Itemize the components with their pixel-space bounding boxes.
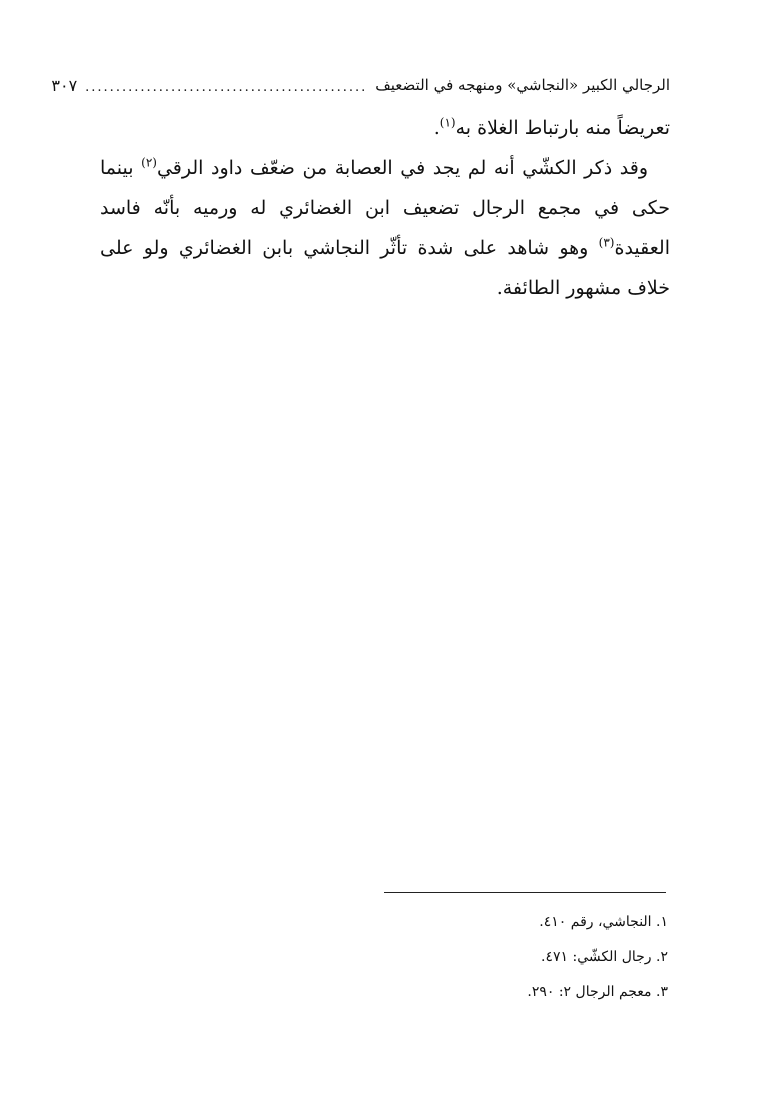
footnotes <box>380 905 668 1010</box>
paragraph-2-part-a: وقد ذكر الكشّي أنه لم يجد في العصابة من ضعّف داود الرقي <box>156 157 648 179</box>
paragraph-2 <box>100 148 670 308</box>
page-number: ٣٠٧ <box>51 75 78 95</box>
leader-dots: .............................................. <box>85 79 368 95</box>
paragraph-2-part-c: وهو شاهد على شدة تأثّر النجاشي بابن الغضائري ولو على خلاف مشهور الطائفة. <box>100 237 670 299</box>
footnote-ref-2: (٢) <box>141 155 157 170</box>
body-text <box>100 108 670 308</box>
footnote-2: ٢. رجال الكشّي: ٤٧١. <box>541 949 668 965</box>
running-header <box>51 70 670 100</box>
footnote-divider <box>384 892 666 893</box>
running-header-title: الرجالي الكبير «النجاشي» ومنهجه في التضعيف <box>375 76 670 94</box>
footnote-ref-3: (٣) <box>598 235 615 250</box>
footnote-ref-1: (١) <box>439 115 456 130</box>
paragraph-1 <box>100 108 670 148</box>
paragraph-2-part-b: بينما حكى في مجمع الرجال تضعيف ابن الغضائري له ورميه بأنّه فاسد العقيدة <box>100 157 670 259</box>
footnote-1: ١. النجاشي، رقم ٤١٠. <box>539 914 668 930</box>
footnote-3: ٣. معجم الرجال ٢: ٢٩٠. <box>527 984 668 1000</box>
paragraph-1-text: تعريضاً منه بارتباط الغلاة به <box>455 117 670 139</box>
paragraph-1-end: . <box>433 117 440 139</box>
